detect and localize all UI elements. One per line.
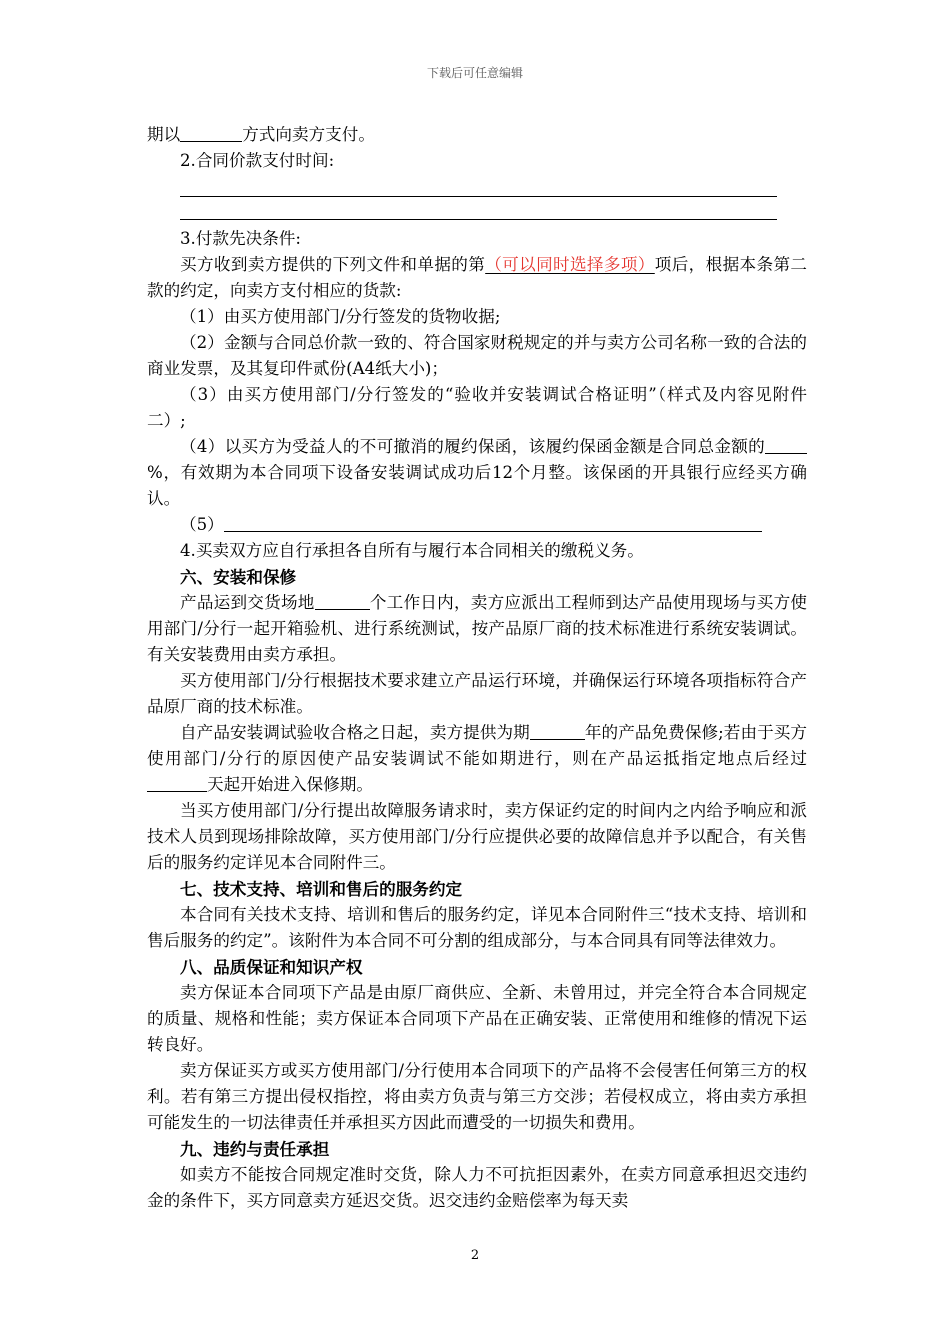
precondition-text (147, 252, 807, 304)
blank-field (530, 721, 585, 740)
section-heading-6: 六、安装和保修 (180, 567, 297, 587)
text: （5） (180, 515, 224, 534)
section-heading-9: 九、违约与责任承担 (180, 1139, 330, 1159)
blank-field (315, 591, 370, 610)
precondition-label: 3.付款先决条件: (180, 229, 301, 248)
text: 天起开始进入保修期。 (207, 775, 373, 794)
breach-paragraph: 如卖方不能按合同规定准时交货，除人力不可抗拒因素外，在卖方同意承担迟交违约金的条件下，买方同意卖方延迟交货。迟交违约金赔偿率为每天卖 (147, 1165, 807, 1210)
text: 期以 (147, 125, 181, 144)
payment-method-line (147, 122, 807, 148)
condition-item-1: （1）由买方使用部门/分行签发的货物收据; (180, 307, 501, 326)
text: 产品运到交货场地 (180, 593, 315, 612)
text: 方式向卖方支付。 (242, 125, 375, 144)
text: （4）以买方为受益人的不可撤消的履约保函，该履约保函金额是合同总金额的 (180, 437, 765, 456)
text: %，有效期为本合同项下设备安装调试成功后12个月整。该保函的开具银行应经买方确认。 (147, 463, 807, 508)
section-heading-7: 七、技术支持、培训和售后的服务约定 (180, 879, 463, 899)
text: 项后，根据本条第二款的约定，向卖方支付相应的货款: (147, 255, 808, 300)
support-paragraph: 本合同有关技术支持、培训和售后的服务约定，详见本合同附件三“技术支持、培训和售后服务的约定”。该附件为本合同不可分割的组成部分，与本合同具有同等法律效力。 (147, 905, 807, 950)
text: 年的产品免费保修;若由于买方使用部门/分行的原因使产品安装调试不能如期进行，则在产品运抵指定地点后经过 (147, 723, 808, 768)
page-header: 下载后可任意编辑 (426, 66, 523, 80)
installation-paragraph (147, 590, 807, 668)
text: 个工作日内，卖方应派出工程师到达产品使用现场与买方使用部门/分行一起开箱验机、进行系统测试，按产品原厂商的技术标准进行系统安装调试。有关安装费用由卖方承担。 (147, 593, 808, 664)
quality-paragraph: 卖方保证本合同项下产品是由原厂商供应、全新、未曾用过，并完全符合本合同规定的质量、规格和性能；卖方保证本合同项下产品在正确安装、正常使用和维修的情况下运转良好。 (147, 983, 807, 1054)
blank-field (765, 435, 807, 454)
ip-paragraph: 卖方保证买方或买方使用部门/分行使用本合同项下的产品将不会侵害任何第三方的权利。若有第三方提出侵权指控，将由卖方负责与第三方交涉；若侵权成立，将由卖方承担可能发生的一切法律责任并承担买方因此而遭受的一切损失和费用。 (147, 1061, 807, 1132)
condition-item-2: （2）金额与合同总价款一致的、符合国家财税规定的并与卖方公司名称一致的合法的商业发票，及其复印件贰份(A4纸大小)； (147, 333, 807, 378)
red-note: （可以同时选择多项） (485, 255, 655, 274)
blank-field (180, 123, 242, 142)
text: 自产品安装调试验收合格之日起，卖方提供为期 (180, 723, 530, 742)
fault-service-paragraph: 当买方使用部门/分行提出故障服务请求时，卖方保证约定的时间内之内给予响应和派技术人员到现场排除故障，买方使用部门/分行应提供必要的故障信息并予以配合，有关售后的服务约定详见本合同附件三。 (147, 801, 807, 872)
environment-paragraph: 买方使用部门/分行根据技术要求建立产品运行环境，并确保运行环境各项指标符合产品原厂商的技术标准。 (147, 671, 807, 716)
tax-clause: 4.买卖双方应自行承担各自所有与履行本合同相关的缴税义务。 (180, 541, 644, 560)
condition-item-3: （3）由买方使用部门/分行签发的“验收并安装调试合格证明”（样式及内容见附件二）; (147, 385, 807, 430)
blank-field (224, 513, 762, 532)
payment-time-label: 2.合同价款支付时间: (180, 151, 335, 170)
page-number: 2 (470, 1248, 480, 1263)
section-heading-8: 八、品质保证和知识产权 (180, 957, 363, 977)
blank-field (147, 773, 207, 792)
document-body (147, 122, 807, 1214)
condition-item-5 (147, 512, 807, 538)
condition-item-4 (147, 434, 807, 512)
text: 买方收到卖方提供的下列文件和单据的第 (180, 255, 486, 274)
warranty-paragraph (147, 720, 807, 798)
blank-line (180, 174, 777, 197)
blank-line (180, 197, 777, 220)
